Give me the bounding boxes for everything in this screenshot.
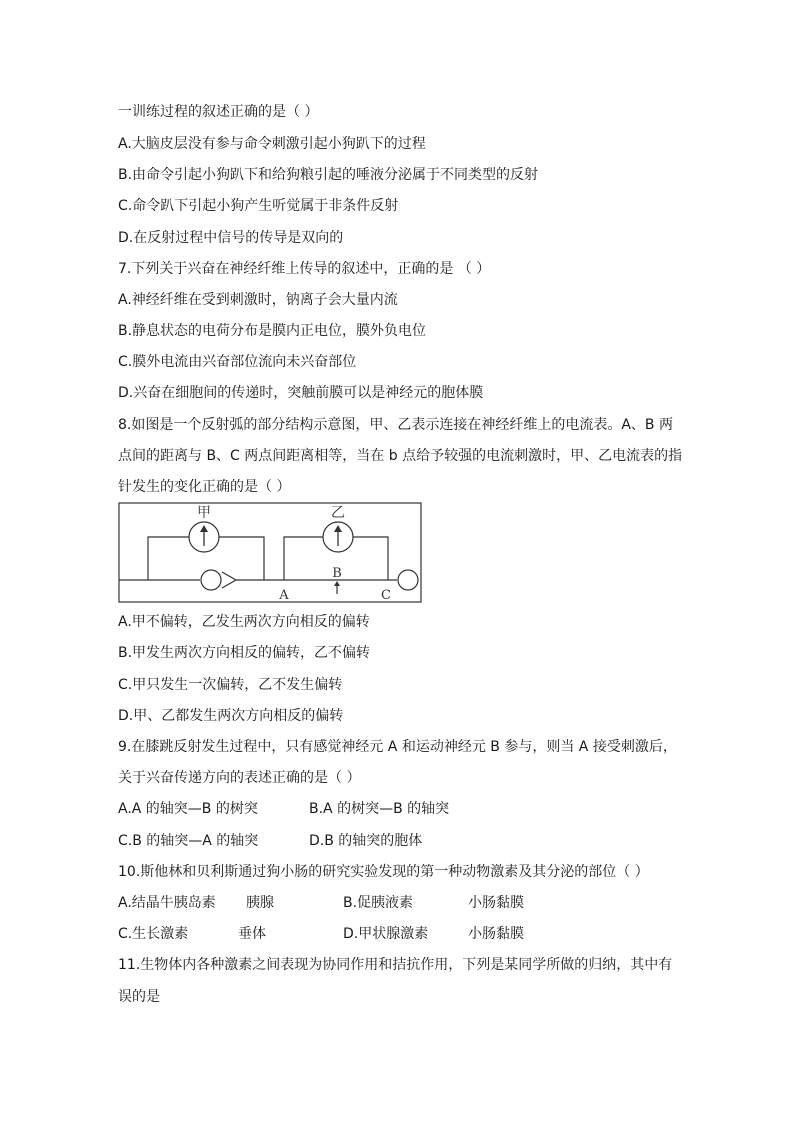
point-label-a: A [279,588,289,603]
reflex-arc-diagram [118,502,424,604]
stimulus-arrowhead [334,581,340,586]
q6-option-d: D.在反射过程中信号的传导是双向的 [118,230,344,246]
neuron-body-left [201,570,221,590]
q9-option-d: D.B 的轴突的胞体 [309,833,423,849]
q9-option-b: B.A 的树突—B 的轴突 [309,801,450,817]
q6-stem-tail: 一训练过程的叙述正确的是（ ） [118,104,319,120]
q7-option-d: D.兴奋在细胞间的传递时，突触前膜可以是神经元的胞体膜 [118,385,484,401]
q8-stem-line-2: 点间的距离与 B、C 两点间距离相等，当在 b 点给予较强的电流刺激时，甲、乙电流表的指 [118,448,683,464]
synapse-marker [222,572,236,588]
q8-stem-line-3: 针发生的变化正确的是（ ） [118,479,291,495]
q9-stem-line-1: 9.在膝跳反射发生过程中，只有感觉神经元 A 和运动神经元 B 参与，则当 A 接受刺激后， [118,739,677,755]
wire-meter-left [148,537,189,580]
q11-stem-line-1: 11.生物体内各种激素之间表现为协同作用和拮抗作用，下列是某同学所做的归纳，其中有 [118,957,673,973]
q8-option-c: C.甲只发生一次偏转，乙不发生偏转 [118,677,343,693]
q10-option-b-hormone: B.促胰液素 [343,895,414,911]
q6-option-a: A.大脑皮层没有参与命令刺激引起小狗趴下的过程 [118,136,426,152]
point-label-b: B [332,566,342,581]
q6-option-b: B.由命令引起小狗趴下和给狗粮引起的唾液分泌属于不同类型的反射 [118,167,539,183]
q8-option-d: D.甲、乙都发生两次方向相反的偏转 [118,708,344,724]
q9-stem-line-2: 关于兴奋传递方向的表述正确的是（ ） [118,770,361,786]
q9-option-c: C.B 的轴突—A 的轴突 [118,833,259,849]
q6-option-c: C.命令趴下引起小狗产生听觉属于非条件反射 [118,198,399,214]
q11-stem-line-2: 误的是 [118,989,160,1005]
q10-option-c-site: 垂体 [238,926,266,942]
q7-option-b: B.静息状态的电荷分布是膜内正电位，膜外负电位 [118,323,427,339]
point-label-c: C [381,588,391,603]
q7-option-a: A.神经纤维在受到刺激时，钠离子会大量内流 [118,292,398,308]
q8-stem-line-1: 8.如图是一个反射弧的部分结构示意图，甲、乙表示连接在神经纤维上的电流表。A、B 两 [118,417,673,433]
q10-option-a-site: 胰腺 [246,895,274,911]
meter-label-jia: 甲 [197,505,211,521]
q10-stem: 10.斯他林和贝利斯通过狗小肠的研究实验发现的第一种动物激素及其分泌的部位（ ） [118,864,649,880]
q10-option-d-site: 小肠黏膜 [468,926,524,942]
wire-meter-right-2 [353,537,388,580]
q7-stem: 7.下列关于兴奋在神经纤维上传导的叙述中，正确的是 （ ） [118,261,491,277]
wire-meter-right [284,537,323,580]
q8-option-b: B.甲发生两次方向相反的偏转，乙不偏转 [118,645,371,661]
q10-option-a-hormone: A.结晶牛胰岛素 [118,895,216,911]
q10-option-d-hormone: D.甲状腺激素 [343,926,429,942]
meter-label-yi: 乙 [331,505,345,521]
q10-option-c-hormone: C.生长激素 [118,926,189,942]
q10-option-b-site: 小肠黏膜 [468,895,524,911]
neuron-body-right [398,570,418,590]
q8-option-a: A.甲不偏转，乙发生两次方向相反的偏转 [118,614,370,630]
diagram-frame [119,503,421,602]
q7-option-c: C.膜外电流由兴奋部位流向未兴奋部位 [118,354,357,370]
q9-option-a: A.A 的轴突—B 的树突 [118,801,258,817]
